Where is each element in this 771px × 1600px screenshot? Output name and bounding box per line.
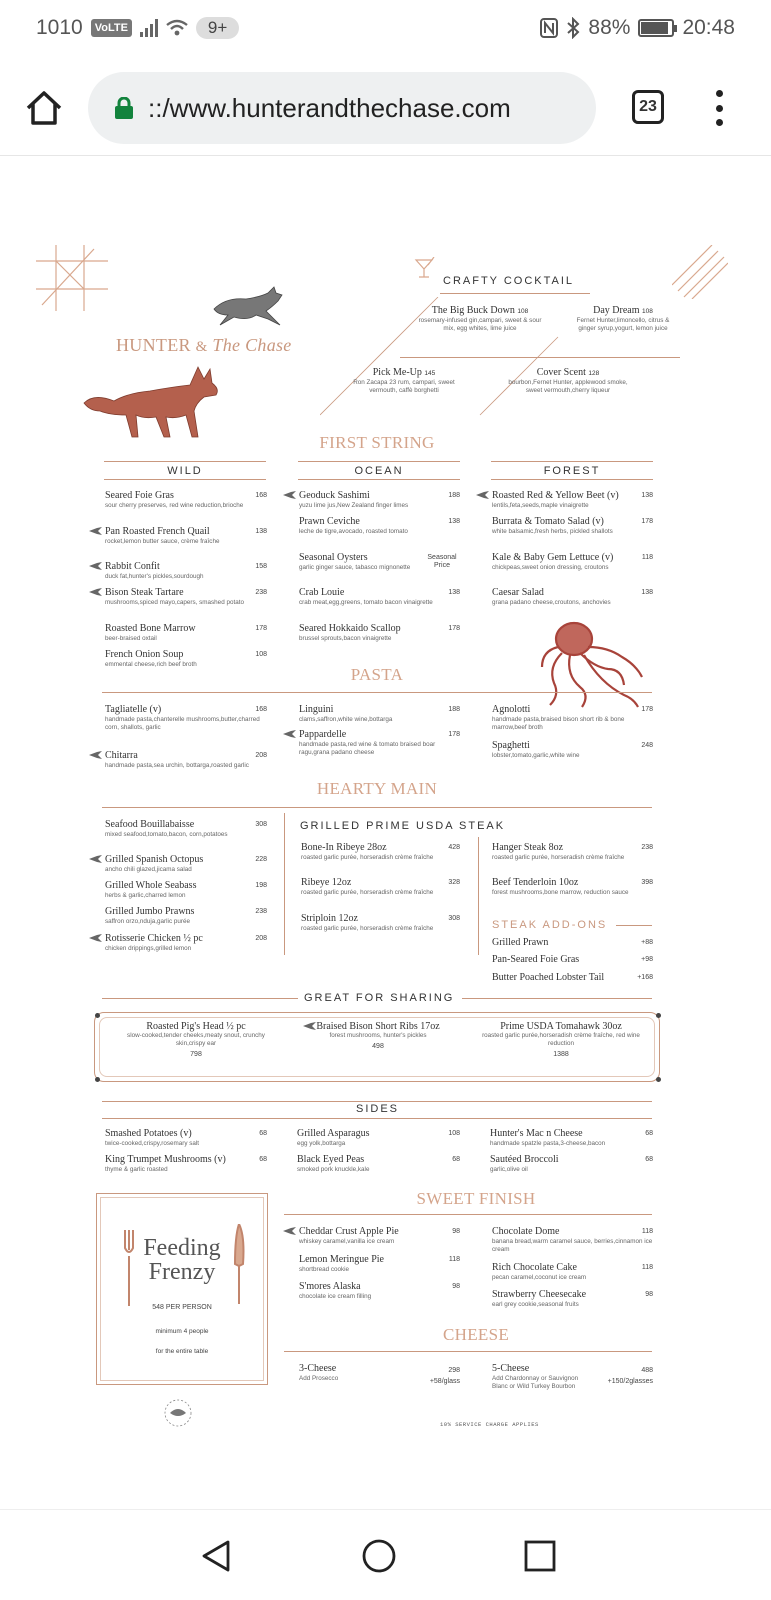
menu-item: Kale & Baby Gem Lettuce (v) chickpeas,sweet onion dressing, croutons 118 [492, 552, 653, 571]
tab-switcher-button[interactable]: 23 [632, 90, 664, 124]
carrier-label: 1010 [36, 16, 83, 39]
signature-dish-icon [283, 730, 296, 738]
cocktail-item: Cover Scent 128 bourbon,Fernet Hunter, applewood smoke, sweet vermouth,cherry liqueur [508, 367, 628, 394]
battery-icon [638, 19, 674, 37]
menu-item: Linguini clams,saffron,white wine,bottarga 188 [299, 704, 460, 723]
grilled-steak-heading: GRILLED PRIME USDA STEAK [300, 820, 506, 832]
browser-toolbar [0, 60, 771, 156]
rabbit-illustration [208, 285, 288, 333]
signature-dish-icon [89, 934, 102, 942]
menu-item: Sautéed Broccoli garlic,olive oil 68 [490, 1154, 653, 1173]
feeding-frenzy-title: Feeding [143, 1235, 221, 1261]
menu-item: 5-Cheese Add Chardonnay or Sauvignon Blanc or Wild Turkey Bourbon 488 +150/2glasses [492, 1363, 653, 1390]
menu-item: Hanger Steak 8oz roasted garlic purée, horseradish crème fraîche 238 [492, 842, 653, 861]
menu-item: Crab Louie crab meat,egg,greens, tomato bacon vinaigrette 138 [299, 587, 460, 606]
cocktail-item: Pick Me-Up 145 Ron Zacapa 23 rum, campari, sweet vermouth, caffè borghetti [353, 367, 455, 394]
hearty-main-heading: HEARTY MAIN [316, 779, 438, 798]
cocktail-item: Day Dream 108 Fernet Hunter,limoncello, citrus & ginger syrup,yogurt, lemon juice [576, 305, 670, 332]
system-nav-bar [0, 1509, 771, 1600]
signature-dish-icon [89, 527, 102, 535]
signature-dish-icon [283, 491, 296, 499]
menu-item: Black Eyed Peas smoked pork knuckle,kale 68 [297, 1154, 460, 1173]
menu-item: Rabbit Confit duck fat,hunter's pickles,sourdough 158 [105, 561, 267, 581]
menu-item: French Onion Soup emmental cheese,rich beef broth 108 [105, 649, 267, 668]
menu-page [0, 157, 771, 1509]
menu-item: Burrata & Tomato Salad (v) white balsamic,fresh herbs, pickled shallots 178 [492, 516, 653, 535]
menu-item: Pan-Seared Foie Gras +98 [492, 954, 653, 965]
menu-item: Hunter's Mac n Cheese handmade spatzle pasta,3-cheese,bacon 68 [490, 1128, 653, 1147]
menu-item: Roasted Red & Yellow Beet (v) lentils,feta,seeds,maple vinaigrette 138 [492, 490, 653, 510]
steak-addons-heading: STEAK ADD-ONS [492, 919, 608, 931]
cheese-heading: CHEESE [442, 1325, 510, 1344]
menu-item: Seared Foie Gras sour cherry preserves, red wine reduction,brioche 168 [105, 490, 267, 509]
clock: 20:48 [682, 16, 735, 39]
wifi-icon [166, 19, 188, 37]
menu-item: Grilled Asparagus egg yolk,bottarga 108 [297, 1128, 460, 1147]
feeding-frenzy-table: for the entire table [155, 1348, 209, 1355]
menu-item: S'mores Alaska chocolate ice cream filling 98 [299, 1281, 460, 1300]
menu-item: Seasonal Oysters garlic ginger sauce, tabasco mignonette Seasonal Price [299, 552, 457, 571]
sharing-item: Roasted Pig's Head ½ pc slow-cooked,tender cheeks,meaty snout, crunchy skin,crispy ear 798 [127, 1021, 265, 1058]
nfc-icon [540, 18, 558, 38]
signature-dish-icon [89, 751, 102, 759]
menu-item: Caesar Salad grana padano cheese,croutons, anchovies 138 [492, 587, 653, 606]
signature-dish-icon [89, 588, 102, 596]
menu-item: Chitarra handmade pasta,sea urchin, bottarga,roasted garlic 208 [105, 750, 267, 770]
url-text: ::/www.hunterandthechase.com [148, 92, 511, 123]
sides-heading: SIDES [356, 1103, 400, 1115]
home-icon[interactable] [24, 88, 64, 128]
more-options-icon[interactable] [712, 90, 726, 126]
menu-item: Smashed Potatoes (v) twice-cooked,crispy,rosemary salt 68 [105, 1128, 267, 1147]
menu-item: Geoduck Sashimi yuzu lime jus,New Zealand finger limes 188 [299, 490, 460, 510]
diagonal-lines-decoration [672, 245, 728, 299]
back-icon[interactable] [198, 1538, 234, 1574]
sharing-box [94, 1012, 660, 1082]
feeding-frenzy-price: 548 PER PERSON [152, 1304, 212, 1311]
geometric-logo-icon [34, 243, 110, 313]
crafty-cocktail-heading: CRAFTY COCKTAIL [443, 275, 575, 287]
menu-item: Cheddar Crust Apple Pie whiskey caramel,vanilla ice cream 98 [299, 1226, 460, 1246]
menu-item: Lemon Meringue Pie shortbread cookie 118 [299, 1254, 460, 1273]
signature-dish-icon [89, 855, 102, 863]
menu-item: Spaghetti lobster,tomato,garlic,white wine 248 [492, 740, 653, 759]
wild-heading: WILD [104, 461, 266, 480]
signature-stamp-icon [160, 1397, 196, 1429]
home-nav-icon[interactable] [361, 1538, 397, 1574]
service-charge-note: 10% SERVICE CHARGE APPLIES [440, 1421, 539, 1428]
battery-percent: 88% [588, 16, 631, 39]
menu-item: Chocolate Dome banana bread,warm caramel sauce, berries,cinnamon ice cream 118 [492, 1226, 653, 1253]
status-bar [0, 0, 771, 58]
feeding-frenzy-title: Frenzy [148, 1259, 216, 1285]
menu-item: Ribeye 12oz roasted garlic purée, horseradish crème fraîche 328 [301, 877, 460, 896]
signal-icon [140, 19, 158, 37]
sharing-item: Prime USDA Tomahawk 30oz roasted garlic purée,horseradish crème fraîche, red wine reduction 1388 [482, 1021, 640, 1058]
menu-item: Tagliatelle (v) handmade pasta,chanterelle mushrooms,butter,charred corn, shallots, garlic 168 [105, 704, 267, 731]
volte-badge: VoLTE [91, 19, 132, 37]
menu-item: Pappardelle handmade pasta,red wine & tomato braised boar ragu,grana padano cheese 178 [299, 729, 460, 757]
signature-dish-icon [476, 491, 489, 499]
menu-item: Beef Tenderloin 10oz forest mushrooms,bone marrow, reduction sauce 398 [492, 877, 653, 896]
feeding-frenzy-box [96, 1193, 268, 1385]
octopus-illustration [538, 617, 646, 709]
menu-item: Grilled Prawn +88 [492, 937, 653, 948]
lock-icon [114, 97, 134, 119]
signature-dish-icon [283, 1227, 296, 1235]
cocktail-glass-icon [414, 257, 440, 279]
menu-item: Seared Hokkaido Scallop brussel sprouts,bacon vinaigrette 178 [299, 623, 460, 642]
address-bar[interactable] [88, 72, 596, 144]
menu-item: Roasted Bone Marrow beer-braised oxtail 178 [105, 623, 267, 642]
great-for-sharing-heading: GREAT FOR SHARING [304, 992, 455, 1004]
menu-item: 3-Cheese Add Prosecco 298 +58/glass [299, 1363, 460, 1385]
menu-item: Grilled Jumbo Prawns saffron orzo,nduja,garlic purée 238 [105, 906, 267, 925]
sweet-finish-heading: SWEET FINISH [416, 1189, 536, 1208]
menu-item: Bison Steak Tartare mushrooms,spiced mayo,capers, smashed potato 238 [105, 587, 267, 607]
menu-item: Grilled Whole Seabass herbs & garlic,charred lemon 198 [105, 880, 267, 899]
menu-item: Striploin 12oz roasted garlic purée, horseradish crème fraîche 308 [301, 913, 460, 932]
menu-item: Seafood Bouillabaisse mixed seafood,tomato,bacon, corn,potatoes 308 [105, 819, 267, 838]
forest-heading: FOREST [491, 461, 653, 480]
recents-icon[interactable] [522, 1538, 558, 1574]
first-string-heading: FIRST STRING [319, 433, 435, 452]
menu-item: Butter Poached Lobster Tail +168 [492, 972, 653, 983]
menu-item: Grilled Spanish Octopus ancho chili glazed,jicama salad 228 [105, 854, 267, 874]
menu-item: King Trumpet Mushrooms (v) thyme & garlic roasted 68 [105, 1154, 267, 1173]
ocean-heading: OCEAN [298, 461, 460, 480]
notification-count-badge: 9+ [196, 17, 239, 39]
restaurant-logo: HUNTER & The Chase [116, 335, 292, 355]
pasta-heading: PASTA [350, 665, 404, 684]
menu-item: Rotisserie Chicken ½ pc chicken drippings,grilled lemon 208 [105, 933, 267, 953]
menu-item: Bone-In Ribeye 28oz roasted garlic purée, horseradish crème fraîche 428 [301, 842, 460, 861]
menu-item: Rich Chocolate Cake pecan caramel,coconut ice cream 118 [492, 1262, 653, 1281]
sharing-item: Braised Bison Short Ribs 17oz forest mushrooms, hunter's pickles 498 [303, 1021, 453, 1050]
menu-item: Strawberry Cheesecake earl grey cookie,seasonal fruits 98 [492, 1289, 653, 1308]
menu-item: Prawn Ceviche leche de tigre,avocado, roasted tomato 138 [299, 516, 460, 535]
cocktail-item: The Big Buck Down 108 rosemary-infused gin,campari, sweet & sour mix, egg whites, lime juice [418, 305, 542, 332]
bluetooth-icon [566, 17, 580, 39]
signature-dish-icon [89, 562, 102, 570]
signature-dish-icon [303, 1022, 316, 1030]
fox-illustration [80, 363, 222, 441]
feeding-frenzy-min: minimum 4 people [155, 1328, 209, 1335]
menu-item: Pan Roasted French Quail rocket,lemon butter sauce, crème fraîche 138 [105, 526, 267, 546]
menu-item: Agnolotti handmade pasta,braised bison short rib & bone marrow,beef broth 178 [492, 704, 653, 731]
